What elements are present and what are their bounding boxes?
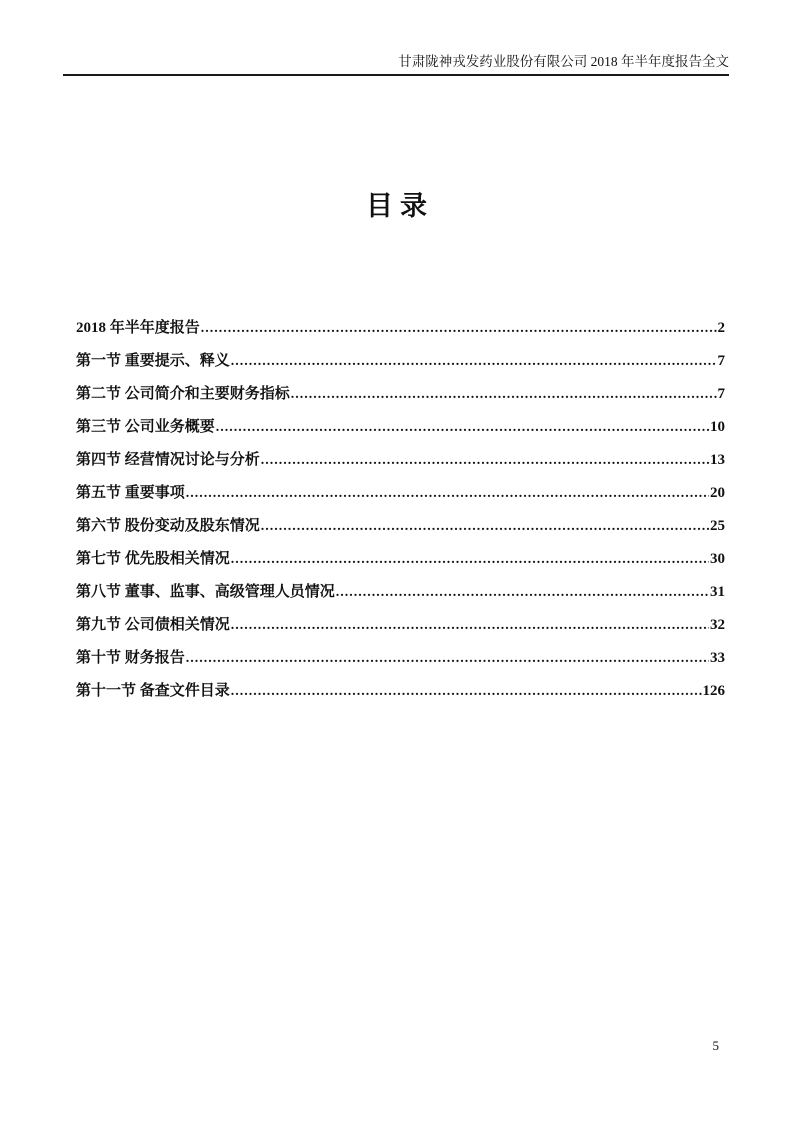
footer-page-number: 5: [712, 1038, 719, 1053]
header-title: 甘肃陇神戎发药业股份有限公司 2018 年半年度报告全文: [398, 54, 729, 69]
toc-entry-page: 20: [710, 485, 725, 501]
toc-entry-page: 10: [710, 419, 725, 435]
toc-entry-page: 7: [717, 386, 725, 402]
toc-entry-page: 2: [717, 320, 725, 336]
toc-leader-dots: [186, 642, 709, 675]
toc-entry: [76, 675, 725, 708]
toc-leader-dots: [216, 411, 709, 444]
toc-entry: [76, 543, 725, 576]
toc-entry-label: 第七节 优先股相关情况: [76, 551, 230, 567]
toc-entry-page: 7: [717, 353, 725, 369]
toc-leader-dots: [291, 378, 717, 411]
toc-leader-dots: [261, 444, 709, 477]
toc-leader-dots: [231, 345, 717, 378]
toc-entry-label: 第八节 董事、监事、高级管理人员情况: [76, 584, 335, 600]
toc-entry-page: 30: [710, 551, 725, 567]
toc-leader-dots: [336, 576, 709, 609]
toc-entry: [76, 444, 725, 477]
toc-entry-label: 第一节 重要提示、释义: [76, 353, 230, 369]
toc-entry-page: 126: [702, 683, 725, 699]
toc-entry-page: 33: [710, 650, 725, 666]
toc-leader-dots: [231, 543, 709, 576]
toc-entry: [76, 312, 725, 345]
toc-entry-label: 第五节 重要事项: [76, 485, 185, 501]
page-header: [63, 54, 729, 76]
toc-entry-label: 第十节 财务报告: [76, 650, 185, 666]
toc-entry-page: 13: [710, 452, 725, 468]
toc-entry-label: 2018 年半年度报告: [76, 320, 200, 336]
toc-entry-page: 32: [710, 617, 725, 633]
toc-list: [76, 312, 725, 708]
toc-entry-label: 第九节 公司债相关情况: [76, 617, 230, 633]
toc-entry: [76, 576, 725, 609]
toc-leader-dots: [231, 675, 702, 708]
toc-entry: [76, 609, 725, 642]
toc-leader-dots: [261, 510, 709, 543]
toc-leader-dots: [186, 477, 709, 510]
toc-leader-dots: [231, 609, 709, 642]
toc-entry-page: 25: [710, 518, 725, 534]
toc-entry-label: 第六节 股份变动及股东情况: [76, 518, 260, 534]
toc-leader-dots: [201, 312, 717, 345]
toc-entry: [76, 378, 725, 411]
toc-entry-label: 第十一节 备查文件目录: [76, 683, 230, 699]
toc-entry: [76, 642, 725, 675]
toc-entry-label: 第四节 经营情况讨论与分析: [76, 452, 260, 468]
toc-entry-label: 第二节 公司简介和主要财务指标: [76, 386, 290, 402]
toc-entry: [76, 510, 725, 543]
toc-entry: [76, 477, 725, 510]
toc-entry-page: 31: [710, 584, 725, 600]
toc-entry-label: 第三节 公司业务概要: [76, 419, 215, 435]
page-title: 目录: [366, 191, 434, 221]
toc-entry: [76, 411, 725, 444]
toc-entry: [76, 345, 725, 378]
